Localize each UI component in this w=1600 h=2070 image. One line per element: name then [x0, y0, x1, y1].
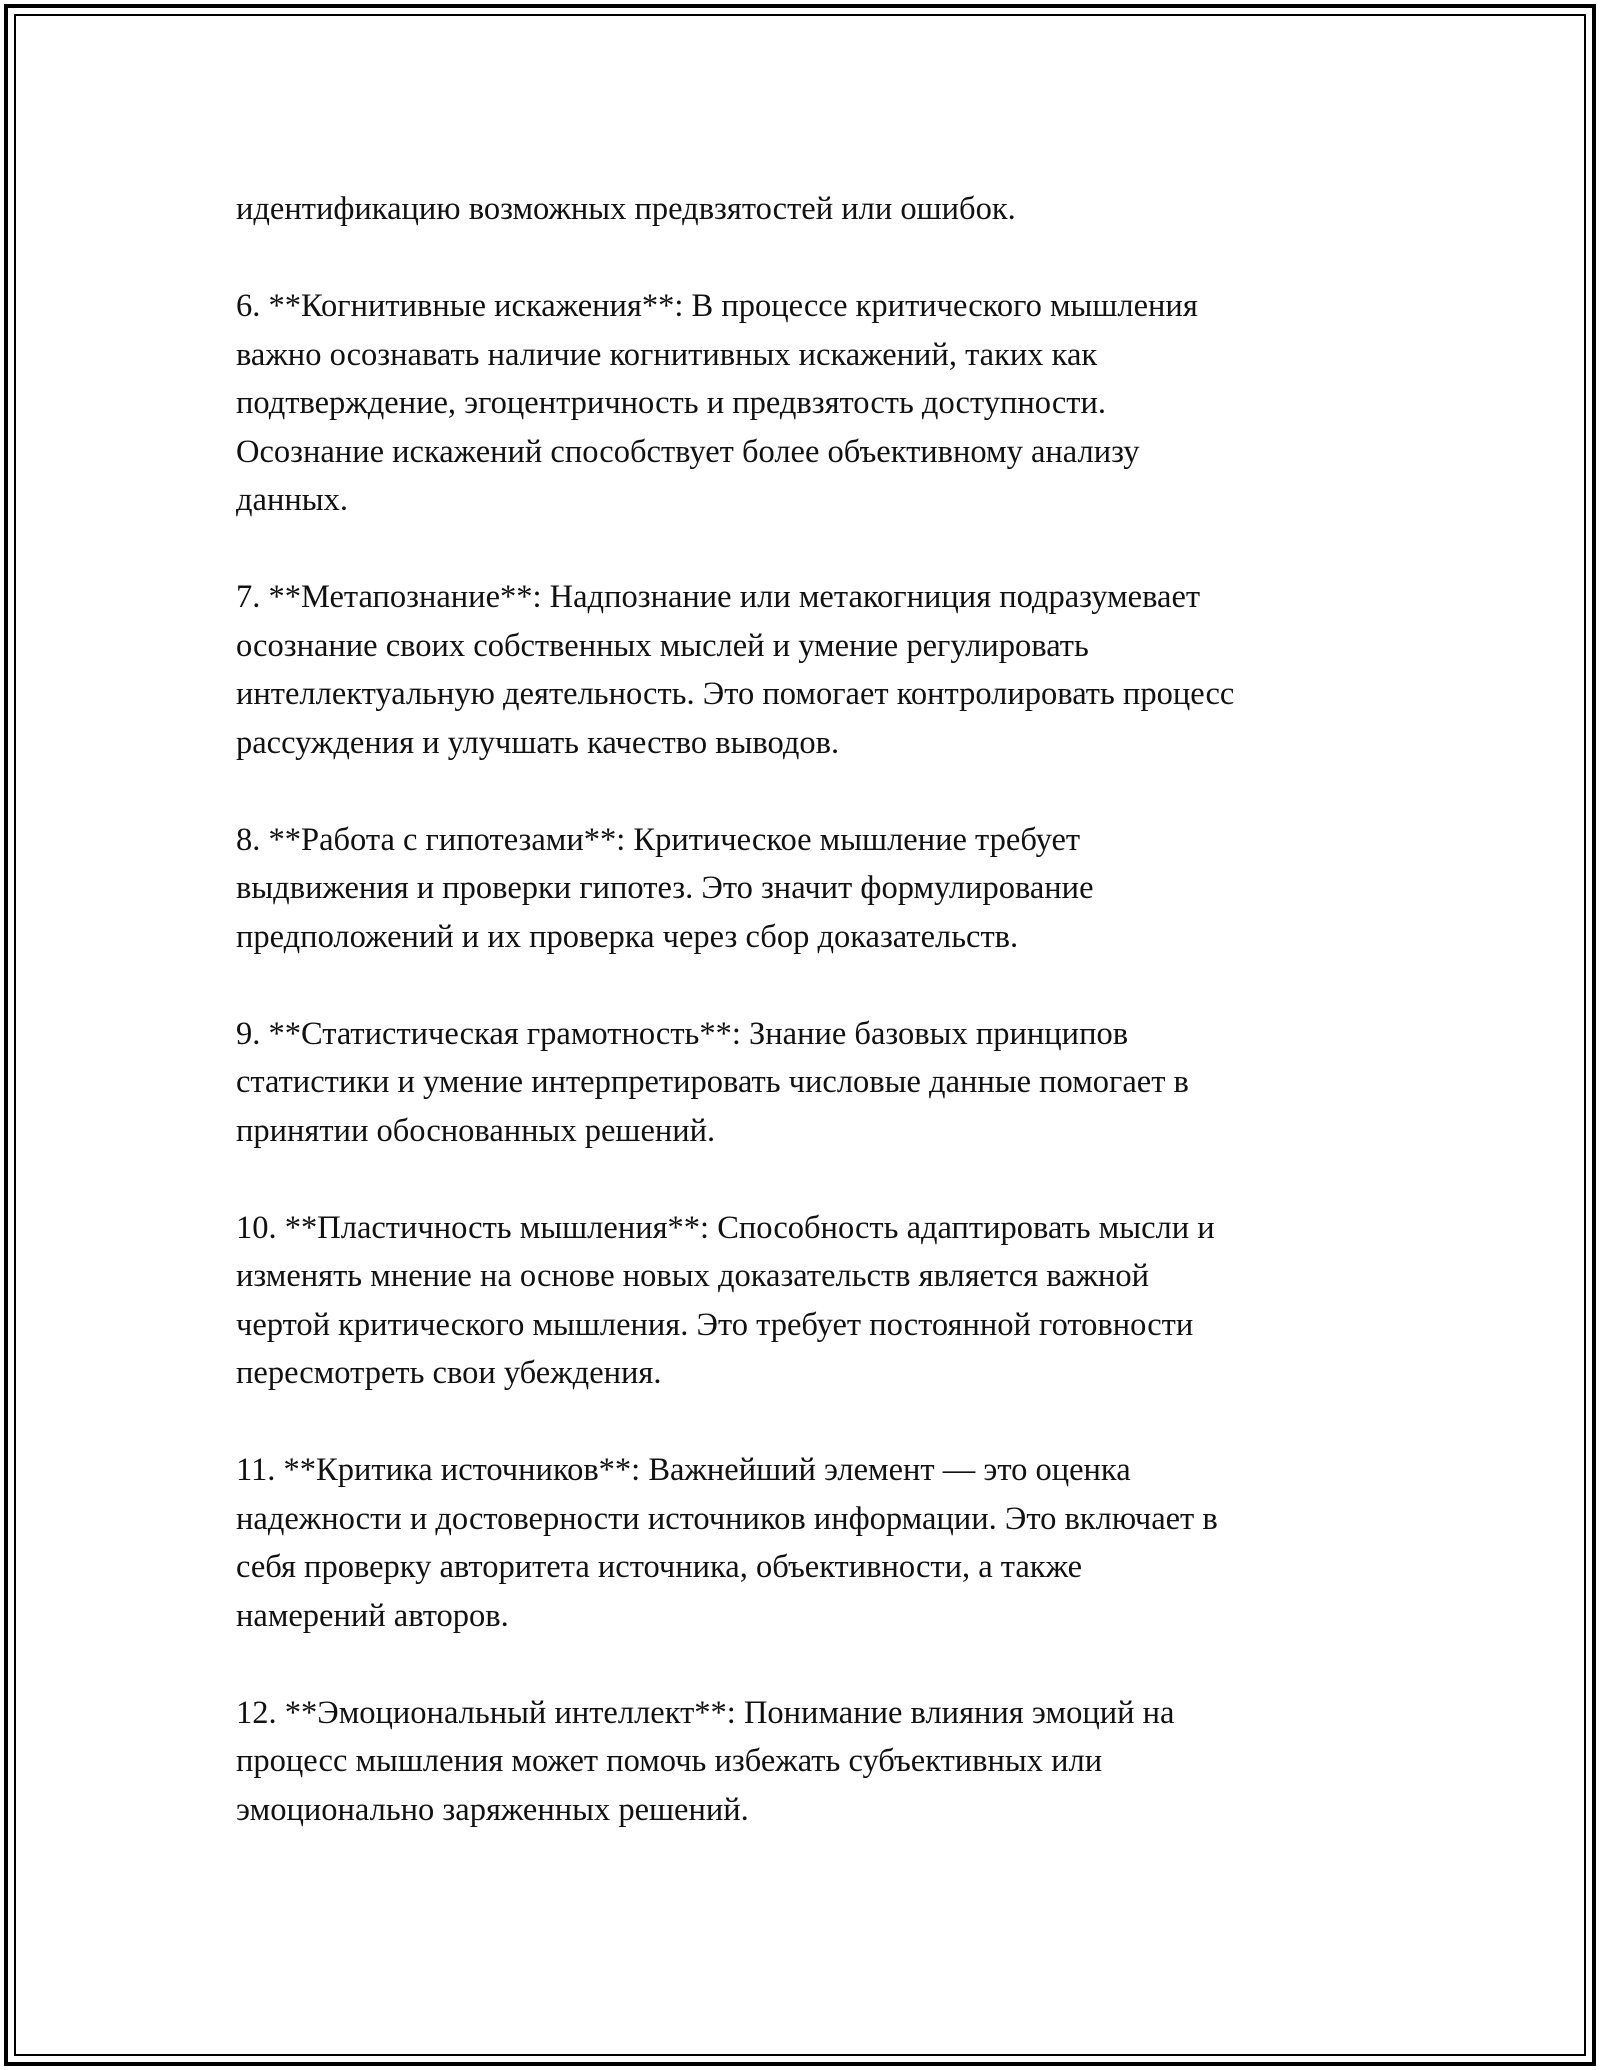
- paragraph-item-8: 8. **Работа с гипотезами**: Критическое мышление требует выдвижения и проверки гипотез. Это значит формулирование предположений и их проверка через сбор доказательств.: [236, 821, 1094, 955]
- paragraph-item-10: 10. **Пластичность мышления**: Способность адаптировать мысли и изменять мнение на основе новых доказательств является важной чертой критического мышления. Это требует постоянной готовности пересмотреть свои убеждения.: [236, 1209, 1215, 1391]
- paragraph-continuation: идентификацию возможных предвзятостей или ошибок.: [236, 191, 1016, 227]
- paragraph-item-12: 12. **Эмоциональный интеллект**: Понимание влияния эмоций на процесс мышления может помочь избежать субъективных или эмоционально заряженных решений.: [236, 1694, 1175, 1828]
- paragraph-item-6: 6. **Когнитивные искажения**: В процессе критического мышления важно осознавать наличие когнитивных искажений, таких как подтверждение, эгоцентричность и предвзятость доступности. Осознание искажений способствует более объективному анализу данных.: [236, 288, 1198, 518]
- paragraph-item-9: 9. **Статистическая грамотность**: Знание базовых принципов статистики и умение интерпретировать числовые данные помогает в принятии обоснованных решений.: [236, 1015, 1189, 1149]
- paragraph-item-7: 7. **Метапознание**: Надпознание или метакогниция подразумевает осознание своих собственных мыслей и умение регулировать интеллектуальную деятельность. Это помогает контролировать процесс рассуждения и улучшать качество выводов.: [236, 579, 1235, 761]
- paragraph-item-11: 11. **Критика источников**: Важнейший элемент — это оценка надежности и достоверности источников информации. Это включает в себя проверку авторитета источника, объективности, а также намерений авторов.: [236, 1452, 1218, 1634]
- document-body: [236, 185, 1436, 1883]
